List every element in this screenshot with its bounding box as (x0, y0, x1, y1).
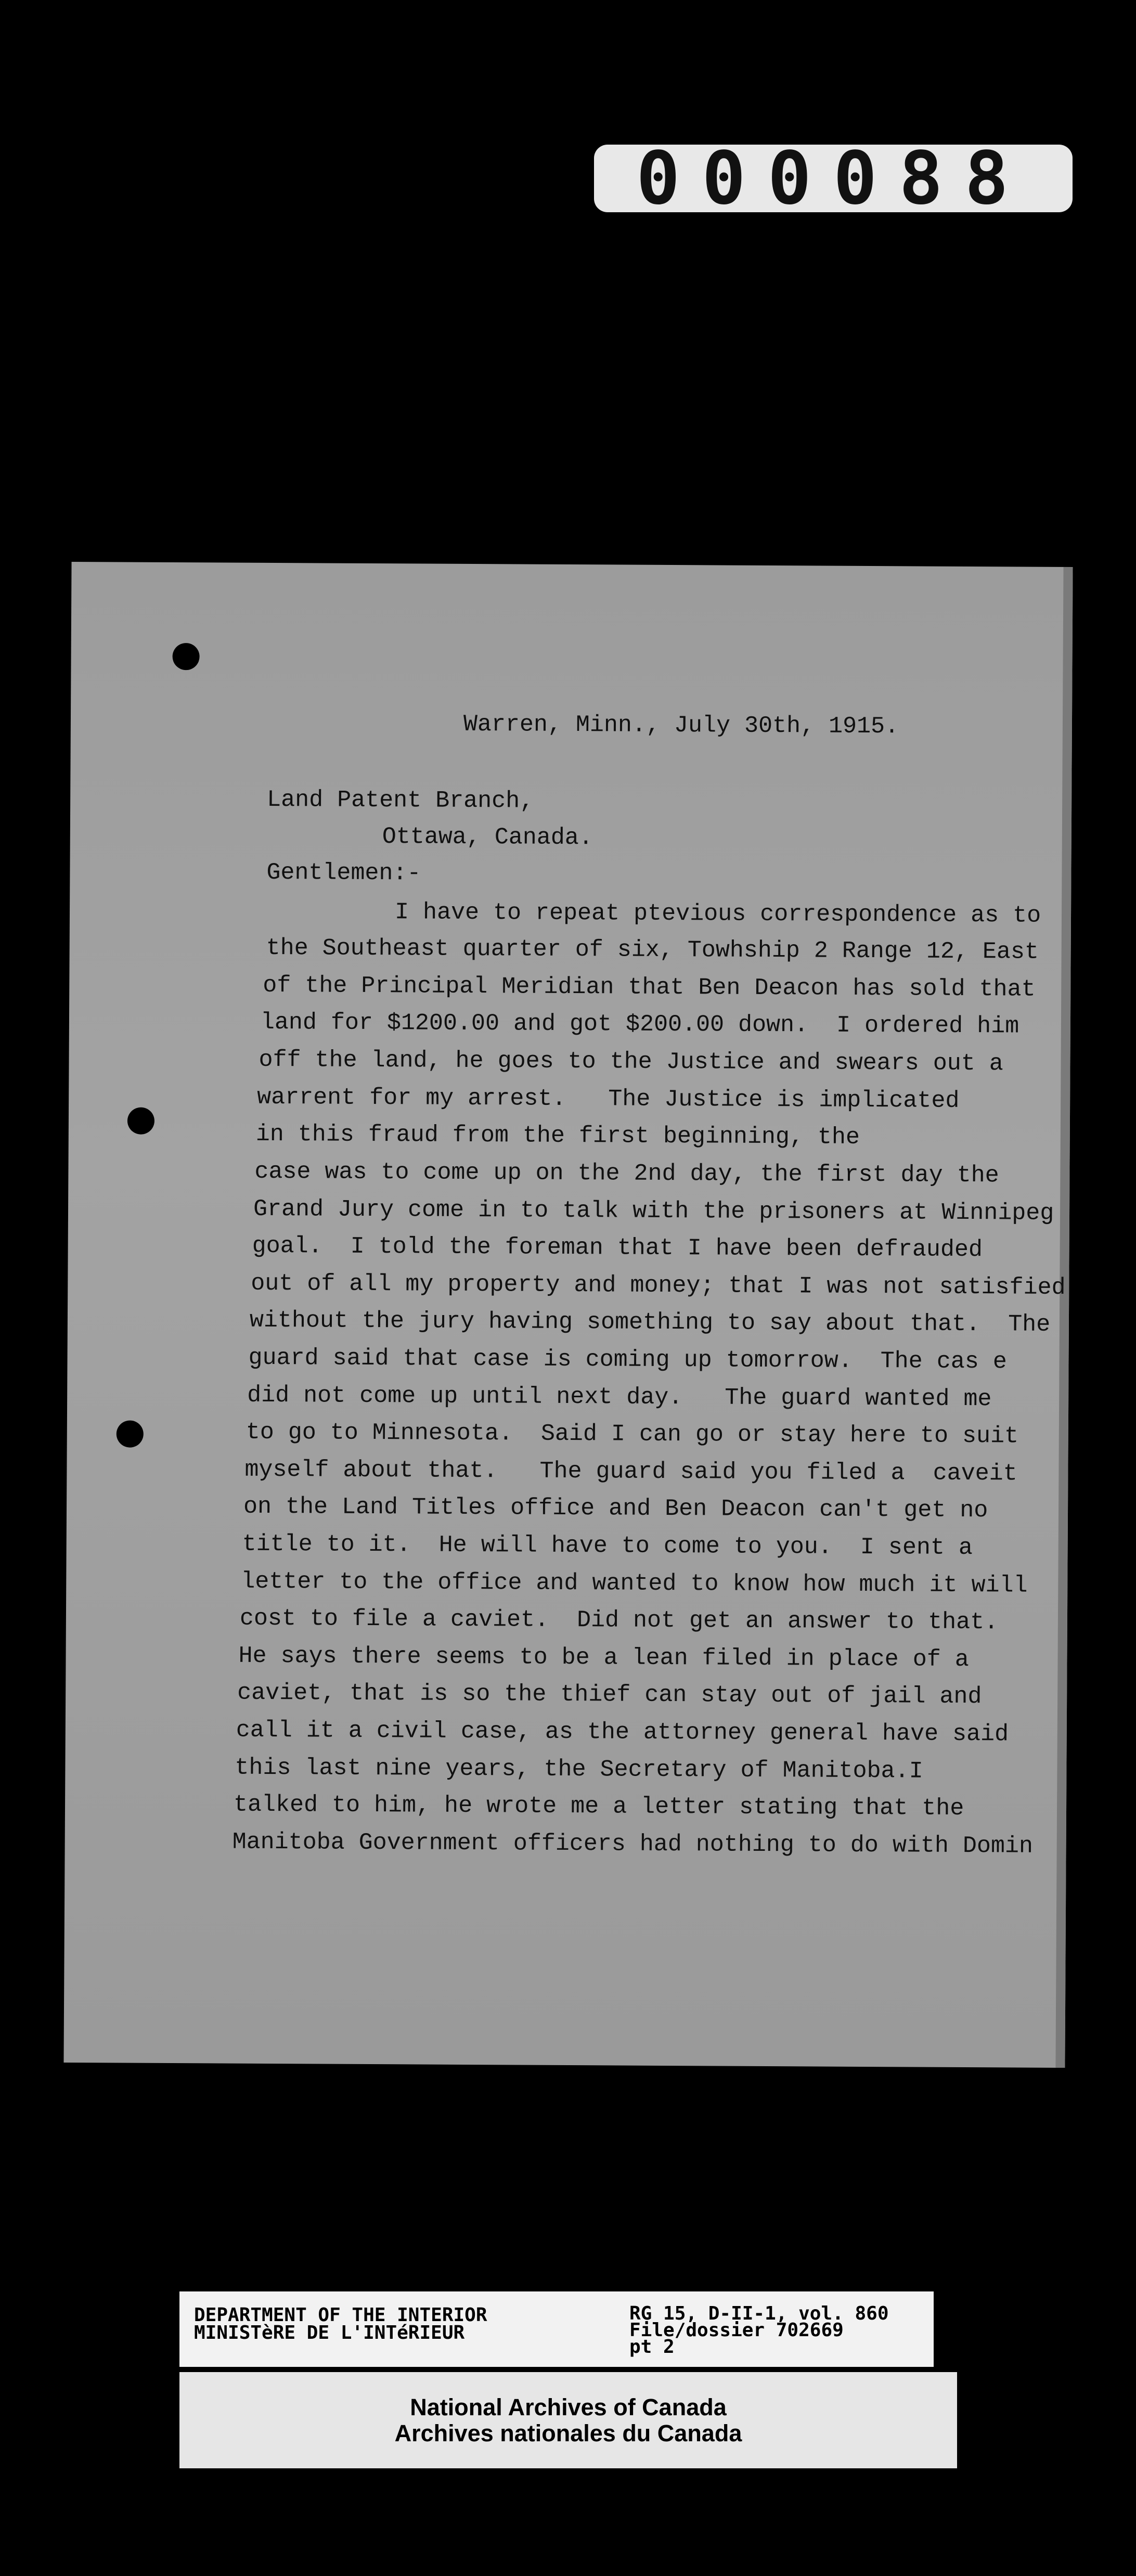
body-line: He says there seems to be a lean filed in place of a (238, 1642, 969, 1673)
body-line: goal. I told the foreman that I have been defrauded (252, 1232, 983, 1264)
archives-name-english: National Archives of Canada (410, 2394, 727, 2420)
letter-text (63, 562, 1073, 2068)
part-reference: pt 2 (629, 2336, 675, 2358)
body-line: talked to him, he wrote me a letter stating that the (233, 1791, 964, 1822)
recipient-line: Ottawa, Canada. (382, 823, 593, 852)
letter-date: Warren, Minn., July 30th, 1915. (463, 711, 899, 740)
body-line: myself about that. The guard said you filed a caveit (244, 1456, 1017, 1487)
body-line: guard said that case is coming up tomorrow. The cas e (248, 1344, 1007, 1375)
body-line: did not come up until next day. The guard wanted me (247, 1382, 992, 1413)
body-line: the Southeast quarter of six, Towhship 2 Range 12, East (266, 934, 1039, 965)
body-line: out of all my property and money; that I was not satisfied (251, 1270, 1066, 1302)
body-line: case was to come up on the 2nd day, the first day the (254, 1158, 999, 1189)
body-line: I have to repeat ptevious correspondence as to (394, 899, 1041, 929)
frame-number: 000088 (594, 145, 1073, 212)
archives-banner (179, 2372, 957, 2468)
body-line: of the Principal Meridian that Ben Deacon has sold that (263, 972, 1036, 1003)
body-line: letter to the office and wanted to know how much it will (241, 1568, 1028, 1599)
body-line: on the Land Titles office and Ben Deacon can't get no (243, 1493, 988, 1524)
body-line: cost to file a caviet. Did not get an answer to that. (239, 1605, 999, 1636)
department-english: DEPARTMENT OF THE INTERIOR (194, 2304, 487, 2326)
department-french: MINISTèRE DE L'INTéRIEUR (194, 2322, 465, 2343)
body-line: call it a civil case, as the attorney general have said (236, 1717, 1009, 1748)
archive-reference-label (179, 2291, 934, 2367)
letter-salutation: Gentlemen:- (266, 859, 421, 887)
body-line: land for $1200.00 and got $200.00 down. I ordered him (260, 1009, 1019, 1040)
body-line: caviet, that is so the thief can stay out of jail and (237, 1679, 982, 1710)
body-line: this last nine years, the Secretary of Manitoba.I (235, 1754, 923, 1785)
archives-name-french: Archives nationales du Canada (394, 2420, 742, 2446)
body-line: Manitoba Government officers had nothing to do with Domin (232, 1828, 1034, 1860)
body-line: title to it. He will have to come to you. I sent a (242, 1530, 973, 1562)
record-group-reference: RG 15, D-II-1, vol. 860 (629, 2303, 889, 2324)
body-line: Grand Jury come in to talk with the prisoners at Winnipeg (253, 1195, 1054, 1227)
body-line: to go to Minnesota. Said I can go or stay here to suit (246, 1419, 1019, 1450)
body-line: without the jury having something to say about that. The (249, 1307, 1051, 1338)
letter-page (63, 562, 1073, 2068)
recipient-line: Land Patent Branch, (267, 786, 534, 815)
file-reference: File/dossier 702669 (629, 2320, 844, 2341)
body-line: in this fraud from the first beginning, the (255, 1120, 860, 1151)
body-line: warrent for my arrest. The Justice is implicated (257, 1084, 960, 1114)
body-line: off the land, he goes to the Justice and swears out a (259, 1046, 1003, 1077)
